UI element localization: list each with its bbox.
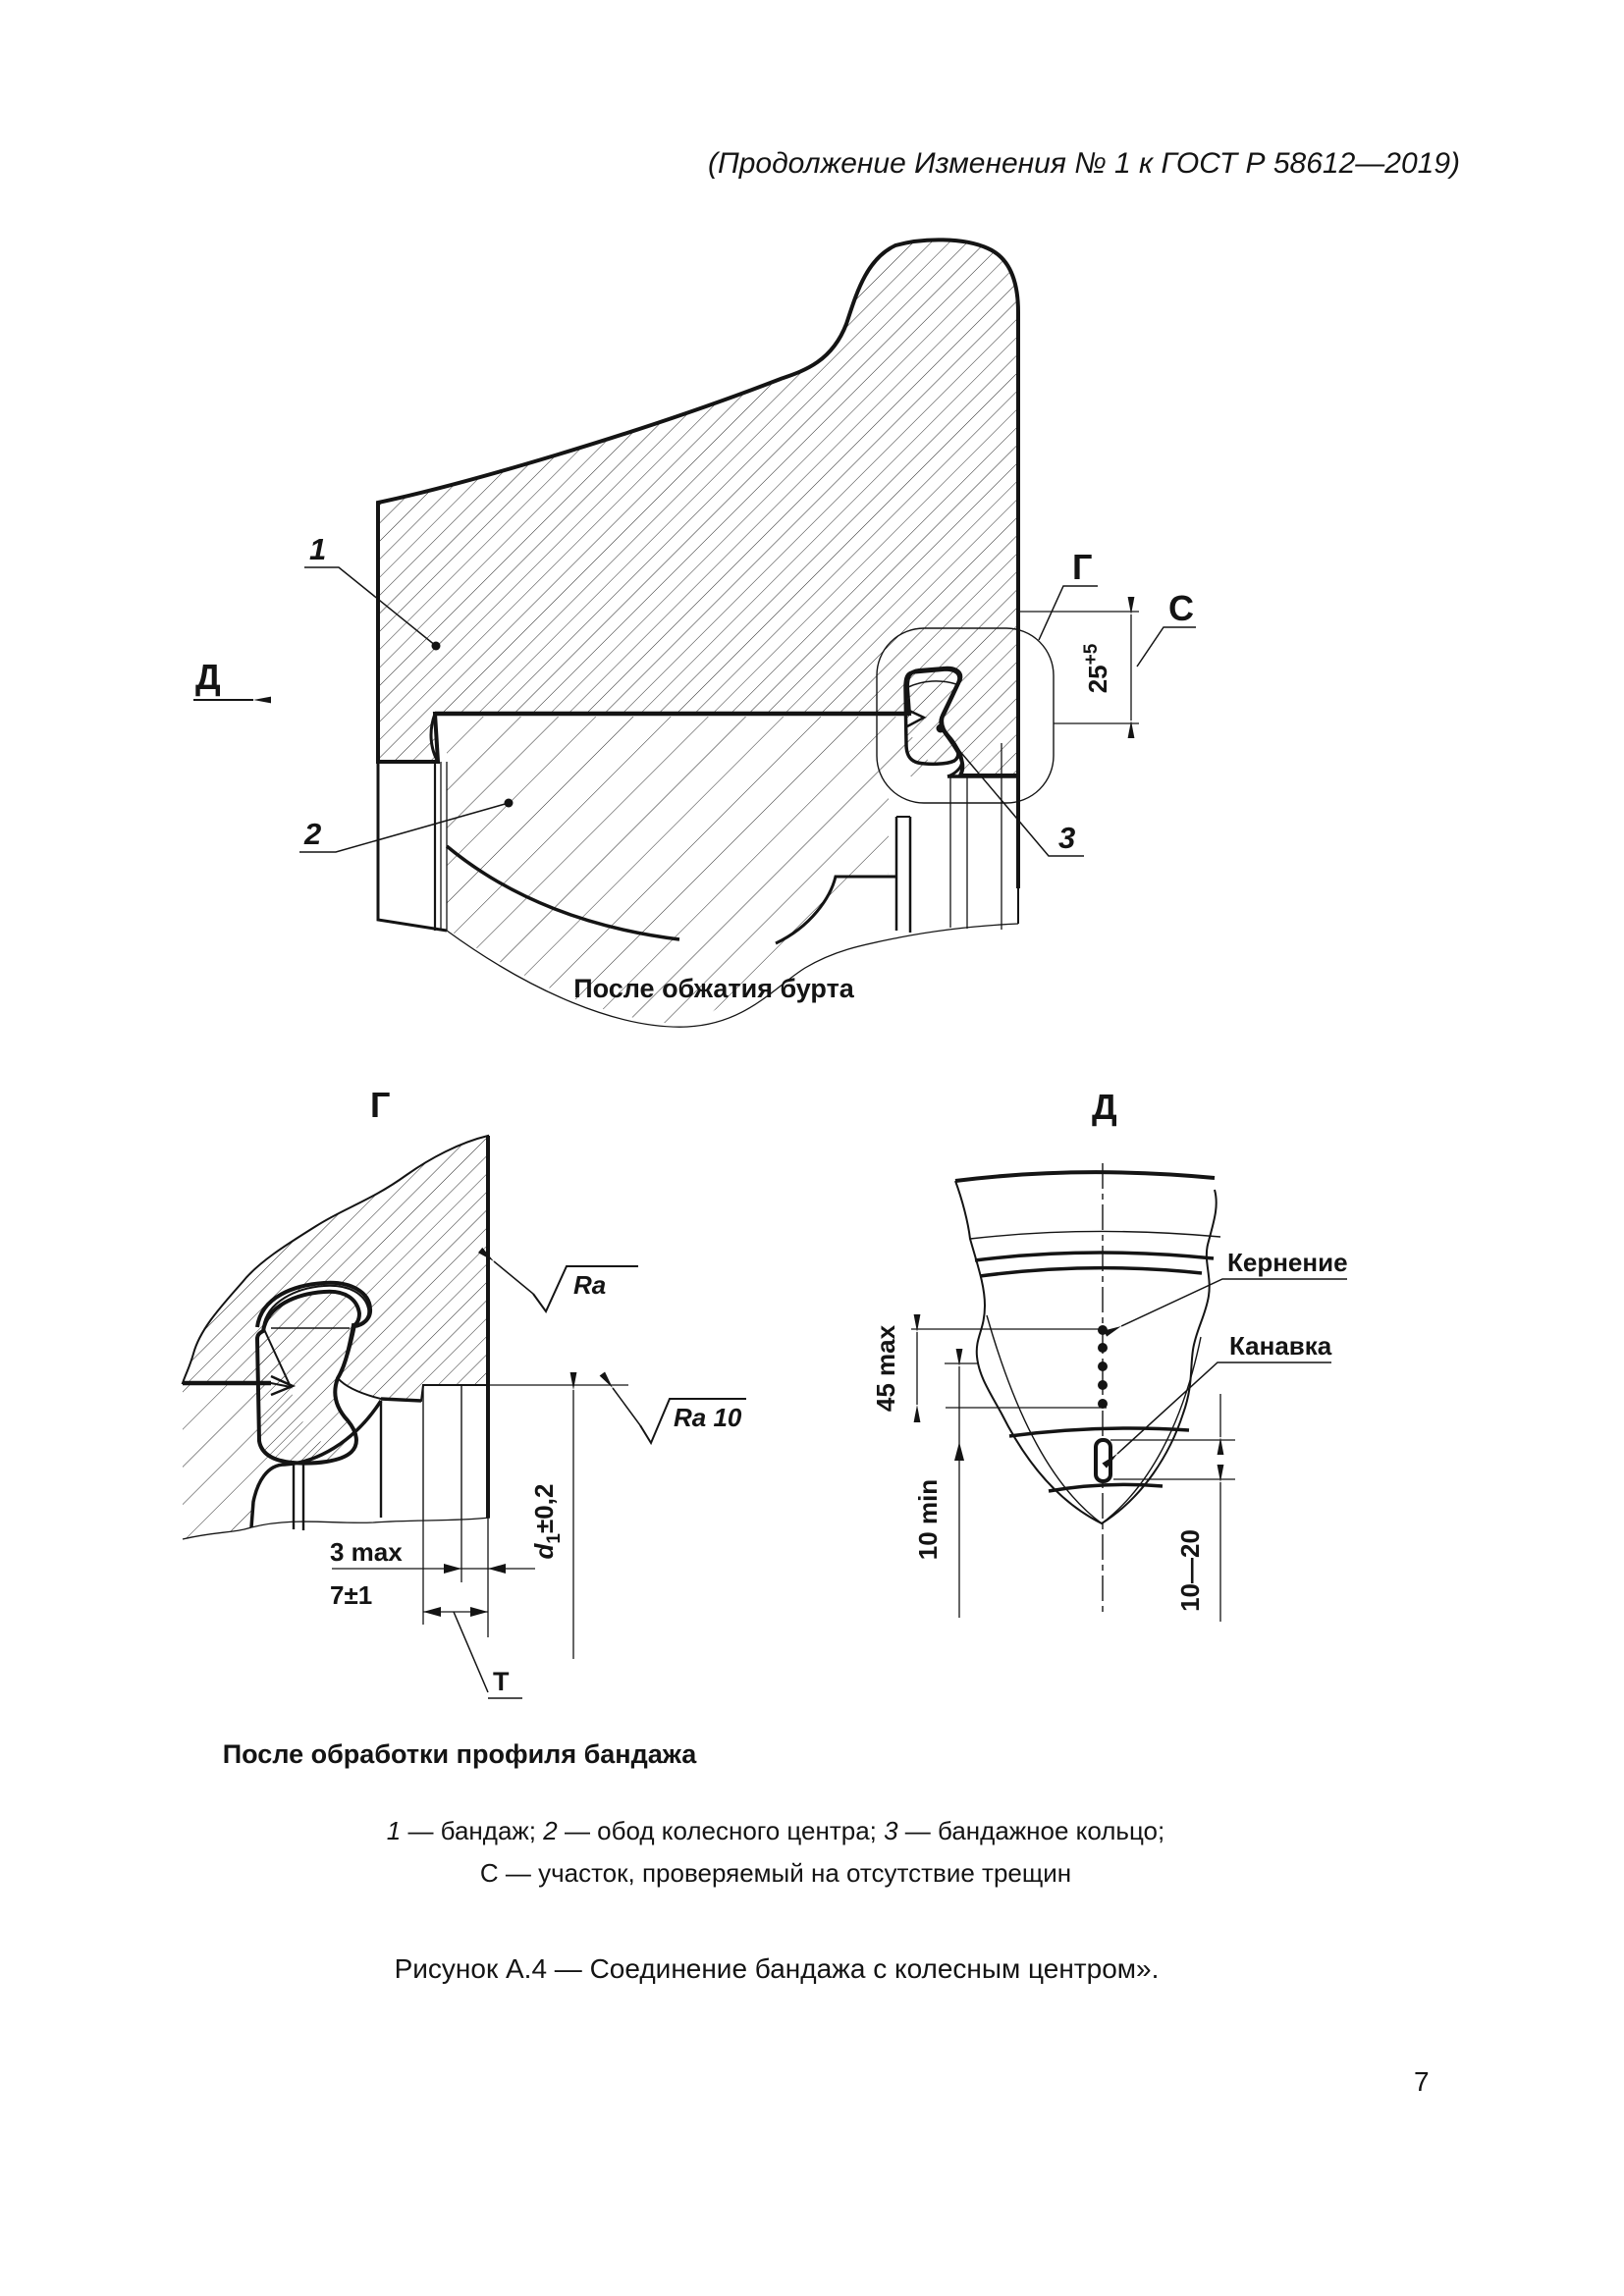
svg-text:3 max: 3 max <box>330 1537 403 1567</box>
legend-desc-c: — участок, проверяемый на отсутствие трещин <box>498 1858 1072 1888</box>
svg-text:25+5: $25^{+5}$ <box>1081 643 1112 694</box>
svg-text:Кернение: Кернение <box>1227 1248 1348 1277</box>
groove <box>1096 1440 1110 1481</box>
legend-desc-3: — бандажное кольцо; <box>897 1816 1165 1845</box>
svg-text:45 max: 45 max <box>871 1324 900 1413</box>
legend-desc-2: — обод колесного центра; <box>557 1816 885 1845</box>
zone-c-callout <box>1137 588 1196 667</box>
svg-text:10—20: 10—20 <box>1175 1529 1205 1612</box>
dim-45max <box>871 1324 1107 1412</box>
view-direction-label: Д <box>195 657 221 697</box>
figure-top-assembly <box>193 240 1196 1027</box>
figure-detail-caption: После обработки профиля бандажа <box>222 1739 697 1769</box>
figure-top-caption: После обжатия бурта <box>573 974 854 1003</box>
svg-text:7±1: 7±1 <box>330 1580 373 1610</box>
figure-detail-g <box>183 1085 746 1698</box>
svg-text:Ra 10: Ra 10 <box>674 1403 742 1432</box>
dim-25plus5 <box>1019 612 1139 723</box>
svg-text:Т: Т <box>493 1667 510 1696</box>
svg-text:2: 2 <box>304 817 322 851</box>
dim-7pm1 <box>330 1520 488 1625</box>
figure-view-d <box>871 1087 1348 1622</box>
svg-text:Ra: Ra <box>573 1270 607 1300</box>
legend-line-2 <box>480 1858 1071 1889</box>
view-d-title: Д <box>1092 1087 1117 1127</box>
legend-ref-1: 1 <box>386 1816 402 1845</box>
legend-ref-2: 2 <box>543 1816 558 1845</box>
wheel-outline <box>955 1181 1217 1523</box>
svg-text:Канавка: Канавка <box>1229 1331 1332 1361</box>
legend-ref-c: С <box>479 1858 499 1888</box>
detail-g-callout <box>1039 547 1098 640</box>
page-header: (Продолжение Изменения № 1 к ГОСТ Р 58612—2019) <box>707 147 1461 180</box>
roughness-face-symbol <box>488 1385 746 1443</box>
svg-text:3: 3 <box>1058 821 1076 855</box>
svg-text:Г: Г <box>1072 547 1093 587</box>
svg-text:10 min: 10 min <box>913 1478 943 1561</box>
svg-text:С: С <box>1168 588 1194 628</box>
legend-ref-3: 3 <box>884 1816 898 1845</box>
dim-10min <box>913 1363 978 1618</box>
detail-g-title: Г <box>370 1085 391 1125</box>
legend-line-1 <box>387 1816 1164 1846</box>
view-direction-d <box>193 657 253 700</box>
svg-text:d1±0,2: $d_1\pm 0,2$ <box>529 1483 565 1560</box>
dim-3max <box>330 1518 535 1637</box>
figure-caption: Рисунок А.4 — Соединение бандажа с колесным центром». <box>394 1953 1160 1984</box>
callout-groove <box>1117 1331 1332 1454</box>
roughness-edge-symbol <box>494 1261 638 1311</box>
legend-desc-1: — бандаж; <box>401 1816 544 1845</box>
svg-text:1: 1 <box>309 532 327 566</box>
page-number: 7 <box>1414 2066 1430 2097</box>
callout-punching <box>1121 1248 1348 1326</box>
dim-d1 <box>529 1390 573 1659</box>
